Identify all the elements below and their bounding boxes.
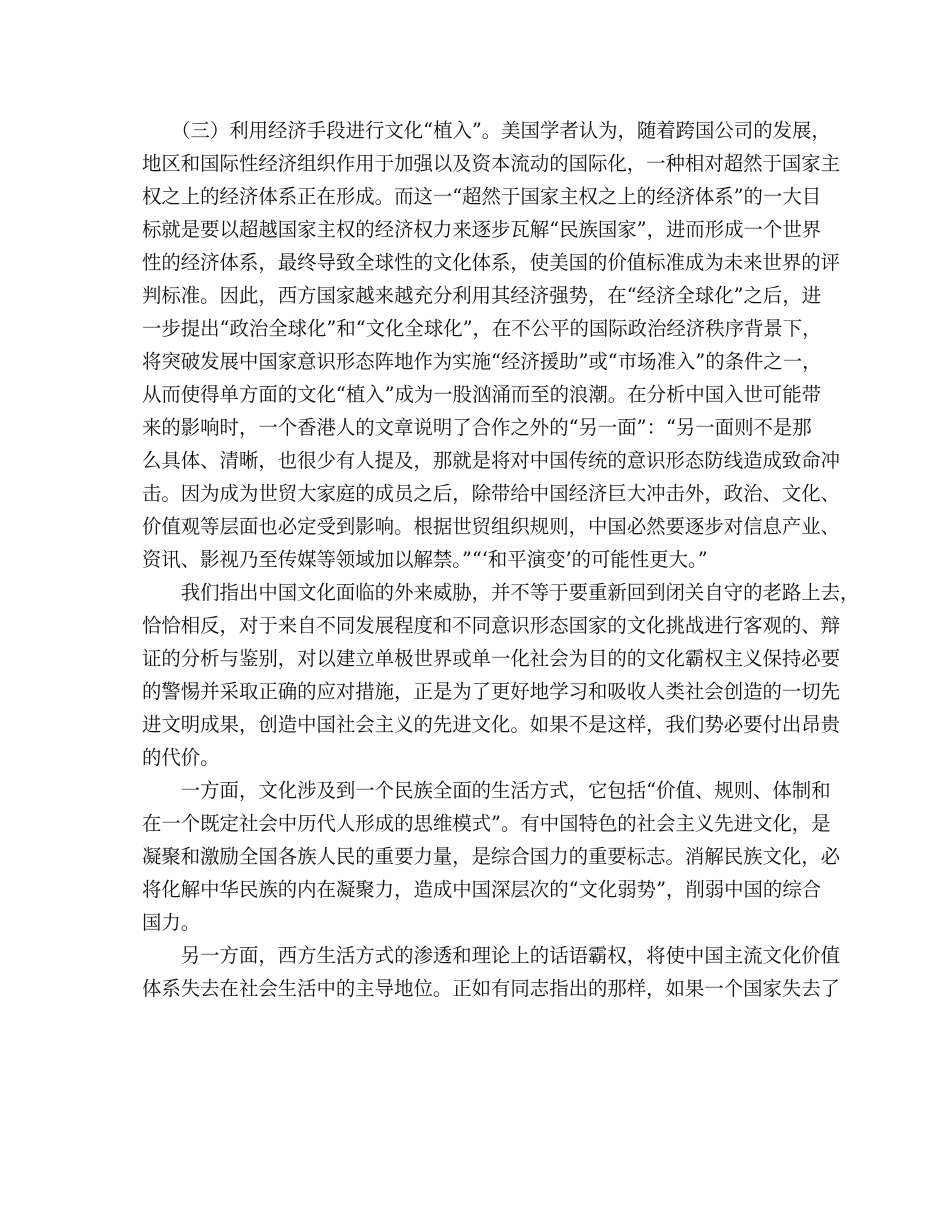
- text-line: 一方面，文化涉及到一个民族全面的生活方式，它包括“价值、规则、体制和: [142, 779, 831, 802]
- text-line: 地区和国际性经济组织作用于加强以及资本流动的国际化，一种相对超然于国家主: [142, 152, 841, 175]
- paragraph-other-aspect: [142, 939, 841, 1005]
- text-line: 击。因为成为世贸大家庭的成员之后，除带给中国经济巨大冲击外，政治、文化、: [142, 482, 841, 505]
- text-line: 将突破发展中国家意识形态阵地作为实施“经济援助”或“市场准入”的条件之一，: [142, 350, 822, 373]
- text-line: 判标准。因此，西方国家越来越充分利用其经济强势，在“经济全球化”之后，进: [142, 284, 822, 307]
- text-line: 的警惕并采取正确的应对措施，正是为了更好地学习和吸收人类社会创造的一切先: [142, 680, 841, 703]
- text-line: 我们指出中国文化面临的外来威胁，并不等于要重新回到闭关自守的老路上去，: [142, 581, 860, 604]
- text-line: 在一个既定社会中历代人形成的思维模式”。有中国特色的社会主义先进文化，是: [142, 812, 831, 835]
- text-line: 国力。: [142, 911, 201, 934]
- text-line: 一步提出“政治全球化”和“文化全球化”，在不公平的国际政治经济秩序背景下，: [142, 317, 822, 340]
- paragraph-one-aspect: [142, 774, 841, 939]
- text-line: 凝聚和激励全国各族人民的重要力量，是综合国力的重要标志。消解民族文化，必: [142, 845, 841, 868]
- text-line: 从而使得单方面的文化“植入”成为一股汹涌而至的浪潮。在分析中国入世可能带: [142, 383, 822, 406]
- text-line: 证的分析与鉴别，对以建立单极世界或单一化社会为目的的文化霸权主义保持必要: [142, 647, 841, 670]
- text-line: 进文明成果，创造中国社会主义的先进文化。如果不是这样，我们势必要付出昂贵: [142, 713, 841, 736]
- document-body: [142, 114, 860, 1005]
- text-line: 恰恰相反，对于来自不同发展程度和不同意识形态国家的文化挑战进行客观的、辩: [142, 614, 841, 637]
- paragraph-external-threat: [142, 576, 860, 774]
- text-line: 体系失去在社会生活中的主导地位。正如有同志指出的那样，如果一个国家失去了: [142, 977, 841, 1000]
- text-line: 另一方面，西方生活方式的渗透和理论上的话语霸权，将使中国主流文化价值: [142, 944, 841, 967]
- text-line: （三）利用经济手段进行文化“植入”。美国学者认为，随着跨国公司的发展，: [142, 119, 831, 142]
- text-line: 标就是要以超越国家主权的经济权力来逐步瓦解“民族国家”，进而形成一个世界: [142, 218, 822, 241]
- text-line: 价值观等层面也必定受到影响。根据世贸组织规则，中国必然要逐步对信息产业、: [142, 515, 841, 538]
- text-line: 么具体、清晰，也很少有人提及，那就是将对中国传统的意识形态防线造成致命冲: [142, 449, 841, 472]
- text-line: 性的经济体系，最终导致全球性的文化体系，使美国的价值标准成为未来世界的评: [142, 251, 841, 274]
- text-line: 的代价。: [142, 746, 220, 769]
- text-line: 权之上的经济体系正在形成。而这一“超然于国家主权之上的经济体系”的一大目: [142, 185, 822, 208]
- text-line: 来的影响时，一个香港人的文章说明了合作之外的“另一面”：“另一面则不是那: [142, 416, 812, 439]
- text-line: 资讯、影视乃至传媒等领域加以解禁。”“‘和平演变’的可能性更大。”: [142, 548, 708, 571]
- text-line: 将化解中华民族的内在凝聚力，造成中国深层次的“文化弱势”，削弱中国的综合: [142, 878, 822, 901]
- paragraph-cultural-implantation: [142, 114, 841, 576]
